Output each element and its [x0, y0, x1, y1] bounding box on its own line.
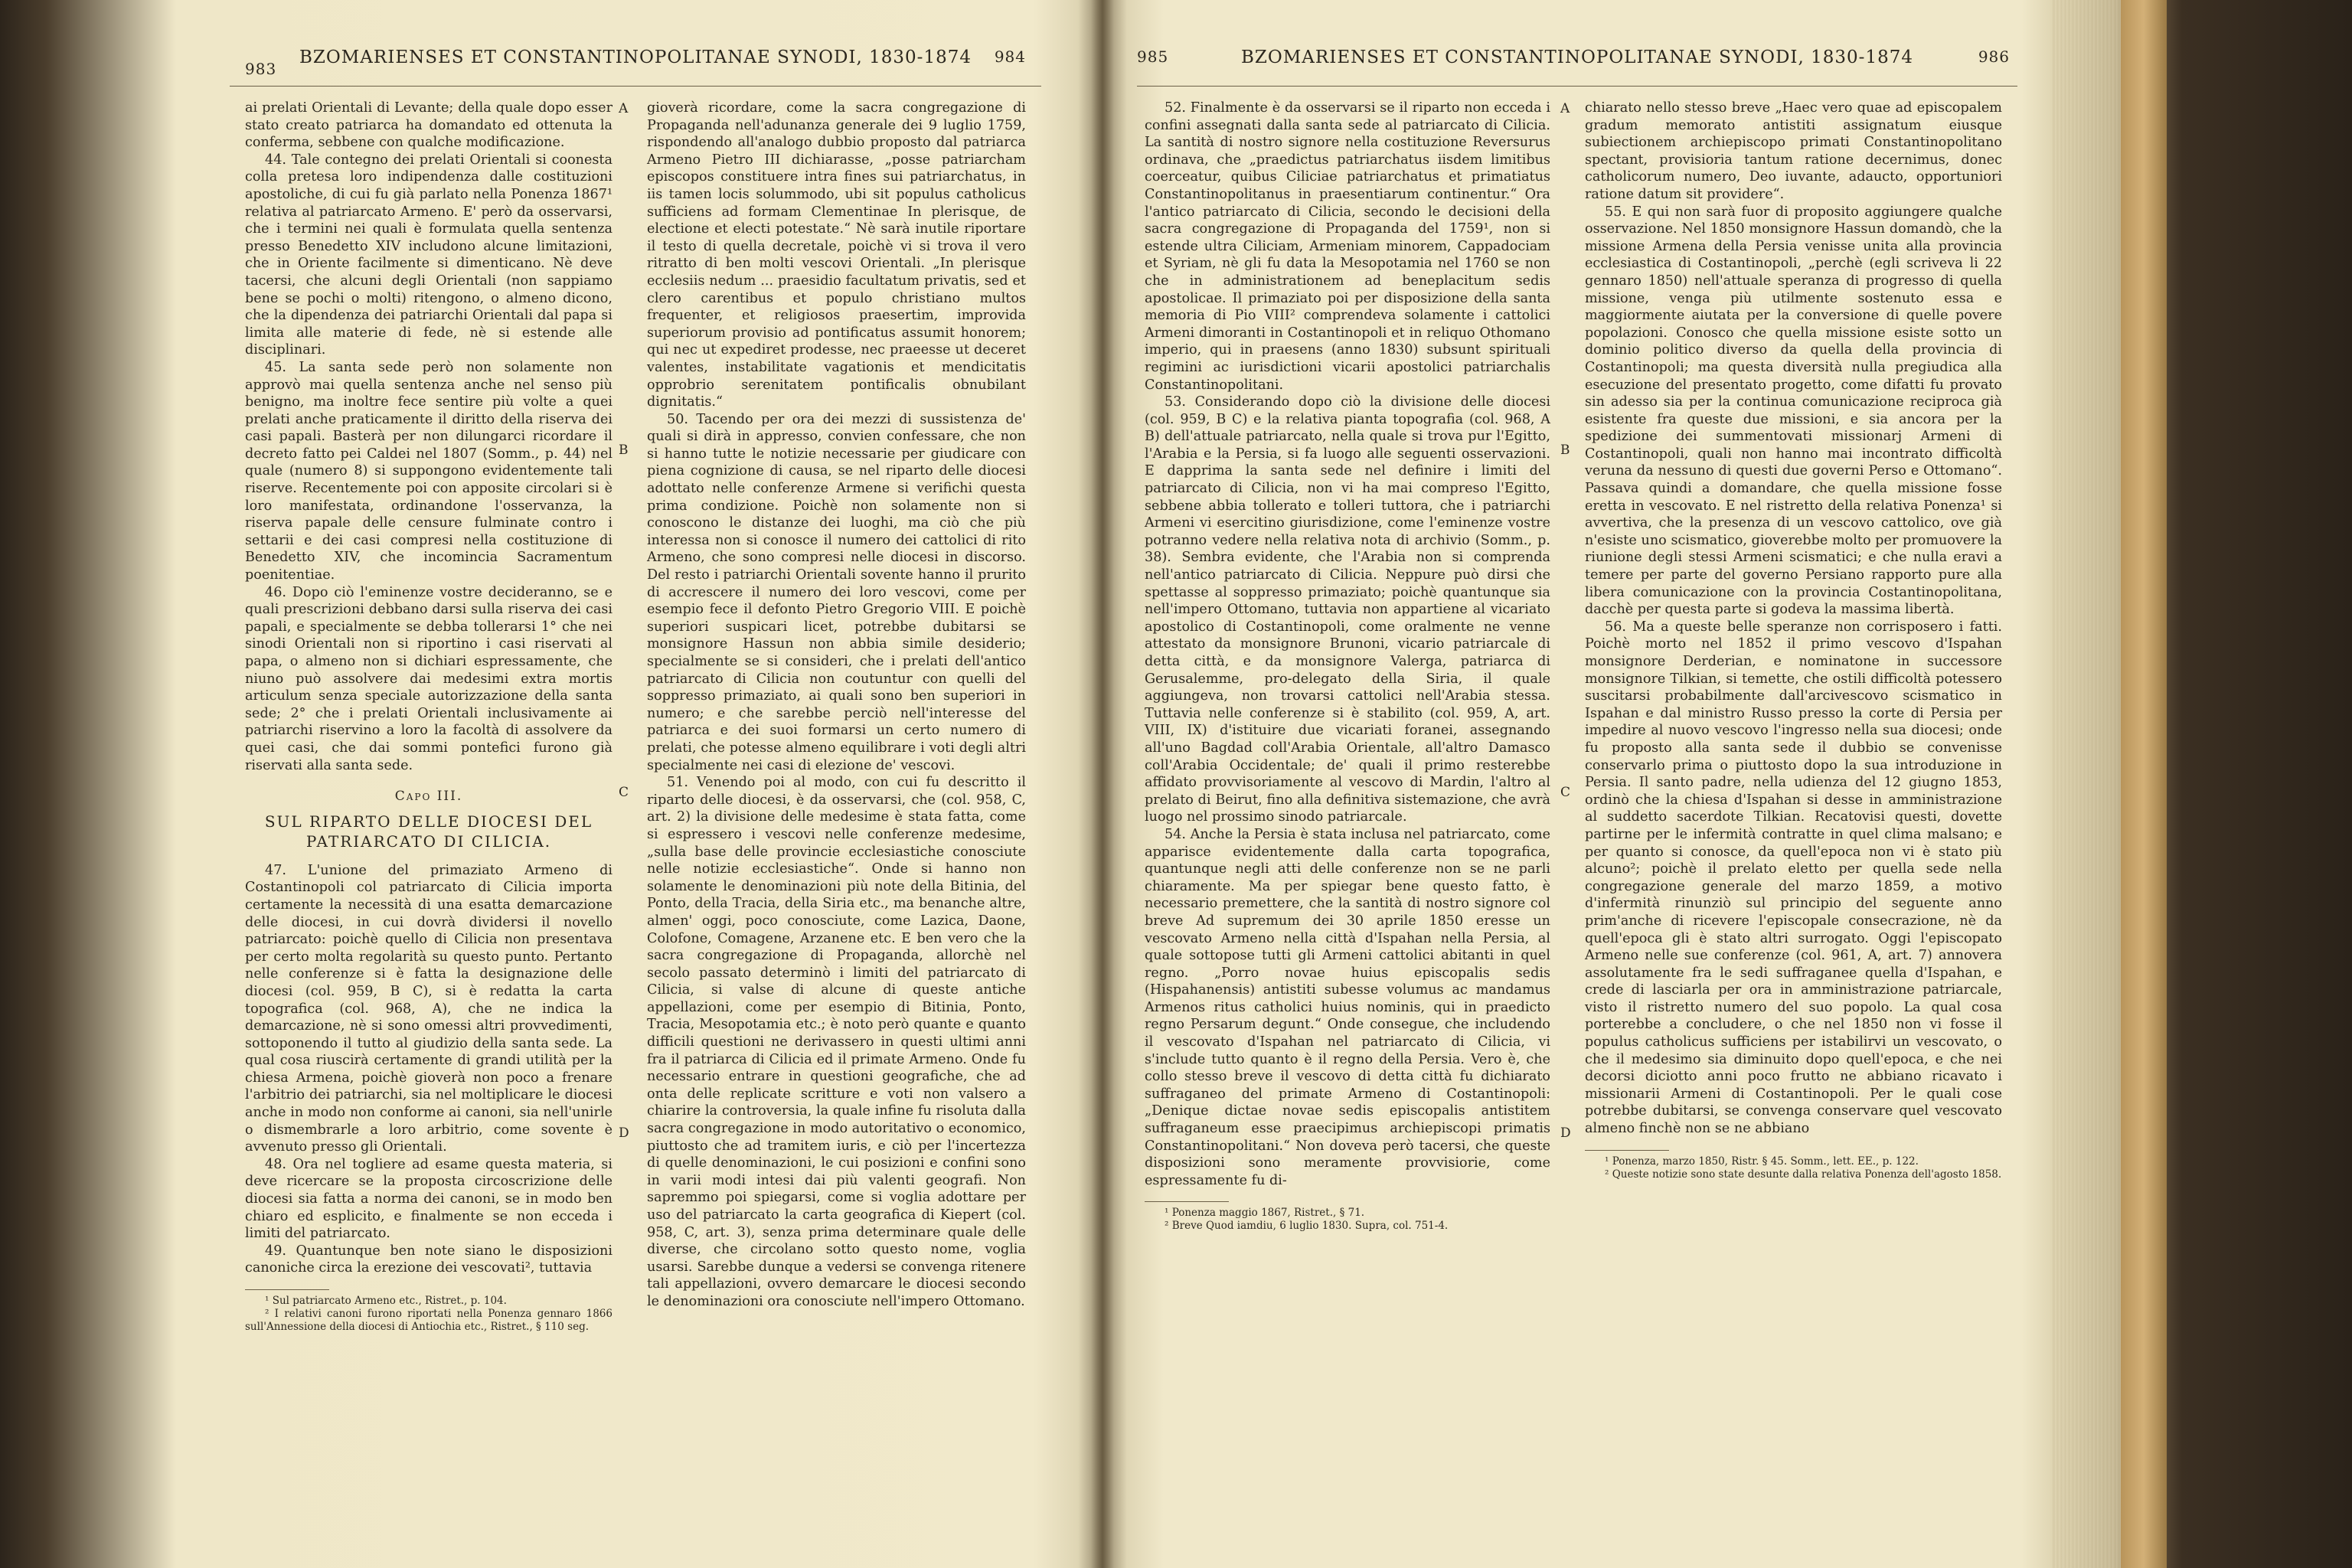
column-number-outer: 986 [1978, 47, 2010, 66]
book-cover-edge [2121, 0, 2167, 1568]
margin-marker-d: D [1560, 1125, 1571, 1141]
margin-marker-a: A [1560, 101, 1570, 116]
paragraph: 45. La santa sede però non solamente non approvò mai quella sentenza anche nel senso più benigno, ma inoltre fece sentire più volte a quei prelati anche praticamente il diritto della riserva dei casi papali. Basterà per non dilungarci ricordare il decreto fatto pei Caldei nel 1807 (Somm., p. 44) nel quale (numero 8) si suppongono evidentemente tali riserve. Recentemente poi con apposite circolari si è loro manifestata, ordinandone l'osservanza, la riserva papale delle censure fulminate contro i settarii e dei casi compresi nella costituzione di Benedetto XIV, che incomincia Sacramentum poenitentiae. [245, 359, 612, 583]
paragraph: gioverà ricordare, come la sacra congregazione di Propaganda nell'adunanza generale dei 9 luglio 1759, rispondendo all'analogo dubbio proposto dal patriarca Armeno Pietro III dichiarasse, „posse patriarcham episcopos constituere intra fines sui patriarchatus, in iis tamen locis solummodo, ubi sit populus catholicus sufficiens ad formam Clementinae In plerisque, de electione et electi potestate.“ Nè sarà inutile riportare il testo di quella decretale, poichè vi si trova il vero ritratto di ben molti vescovi Orientali. „In plerisque ecclesiis nedum ... praesidio facultatum privatis, sed et clero carentibus et populo christiano multos frequenter, et religiosos praesertim, improvida superiorum provisio ad pontificatus assumit honorem; qui nec ut expediret prodesse, nec praeesse ut deceret valentes, instabilitate vagationis et mendicitatis opprobrio serenitatem pontificalis obnubilant dignitatis.“ [647, 100, 1026, 410]
paragraph: 44. Tale contegno dei prelati Orientali si coonesta colla pretesa loro indipendenza dalle costituzioni apostoliche, di cui fu già parlato nella Ponenza 1867¹ relativa al patriarcato Armeno. E' però da osservarsi, che i termini nei quali è formulata quella sentenza presso Benedetto XIV includono alcune limitazioni, che in Oriente facilmente si dimenticano. Nè deve tacersi, che alcuni degli Orientali (non sappiamo bene se pochi o molti) ritengono, o almeno dicono, che la dipendenza dei patriarchi Orientali dal papa si limita alle materie di fede, nè si estende alle disciplinari. [245, 152, 612, 358]
left-page-header [230, 47, 1041, 86]
margin-marker-c: C [619, 785, 629, 800]
book-gutter [1078, 0, 1127, 1568]
paragraph: 49. Quantunque ben note siano le disposizioni canoniche circa la erezione dei vescovati², tuttavia [245, 1243, 612, 1276]
chapter-heading: Capo III. [394, 789, 463, 805]
margin-marker-b: B [1560, 443, 1570, 458]
paragraph: 53. Considerando dopo ciò la divisione delle diocesi (col. 959, B C) e la relativa pianta topografia (col. 968, A B) dell'attuale patriarcato, nella quale si trova pur l'Egitto, l'Arabia e la Persia, si fa luogo alle seguenti osservazioni. E dapprima la santa sede nel definire i limiti del patriarcato di Cilicia, non vi ha mai compreso l'Egitto, sebbene abbia tollerato e tolleri tuttora, che i patriarchi Armeni vi esercitino giurisdizione, come l'eminenze vostre potranno vedere nella relativa nota di archivio (Somm., p. 38). Sembra evidente, che l'Arabia non si comprenda nell'antico patriarcato di Cilicia. Neppure può dirsi che spettasse al soppresso primaziato; poichè quantunque sia nell'impero Ottomano, tuttavia non appartiene al vicariato apostolico di Costantinopoli, come oralmente ne venne attestato da monsignore Brunoni, vicario patriarcale di detta città, e da monsignore Valerga, patriarca di Gerusalemme, pro-delegato della Siria, il quale aggiungeva, non trovarsi cattolici nell'Arabia stessa. Tuttavia nelle conferenze si è stabilito (col. 959, A, art. VIII, IX) d'istituire due vicariati foranei, assegnando all'uno Bagdad coll'Arabia Orientale, all'altro Damasco coll'Arabia Occidentale; de' quali il primo resterebbe affidato provvisoriamente al vescovo di Mardin, l'altro al prelato di Beirut, fino alla definitiva sistemazione, che avrà luogo nel prossimo sinodo patriarcale. [1145, 394, 1550, 825]
footnote-rule [1585, 1150, 1669, 1151]
left-page-column-2 [647, 100, 1026, 1311]
header-rule [230, 86, 1041, 87]
footnote-rule [1145, 1201, 1229, 1202]
paragraph: 54. Anche la Persia è stata inclusa nel patriarcato, come apparisce evidentemente dalla carta topografica, quantunque negli atti delle conferenze non se ne parli chiaramente. Ma per spiegar bene questo fatto, è necessario premettere, che la santità di nostro signore col breve Ad supremum dei 30 aprile 1850 eresse un vescovato Armeno nella città d'Ispahan nella Persia, al quale sottopose tutti gli Armeni cattolici abitanti in quel regno. „Porro novae huius episcopalis sedis (Hispahanensis) antistiti subesse volumus ac mandamus Armenos ritus catholici huius nominis, qui in praedicto regno Persarum degunt.“ Onde consegue, che includendo il vescovato d'Ispahan nel patriarcato di Cilicia, vi s'include tutto quanto è il regno della Persia. Vero è, che collo stesso breve il vescovo di detta città fu dichiarato suffraganeo del primate Armeno di Costantinopoli: „Denique dictae novae sedis episcopalis antistitem suffraganeum esse praecipimus archiepiscopi primatis Constantinopolitani.“ Non doveva però tacersi, che queste disposizioni sono meramente provvisiorie, come espressamente fu di- [1145, 826, 1550, 1188]
left-page [230, 31, 1041, 1554]
paragraph: 48. Ora nel togliere ad esame questa materia, si deve ricercare se la proposta circoscrizione delle diocesi sia fatta a norma dei canoni, se in modo ben chiaro ed esplicito, e finalmente se non ecceda i limiti del patriarcato. [245, 1156, 612, 1242]
paragraph: chiarato nello stesso breve „Haec vero quae ad episcopalem gradum memorato antistiti assignatum eiusque subiectionem archiepiscopo primati Constantinopolitano spectant, provisioria tantum ratione decernimus, donec catholicorum numero, Deo iuvante, adaucto, opportuniori ratione datum sit providere“. [1585, 100, 2002, 202]
paragraph: 50. Tacendo per ora dei mezzi di sussistenza de' quali si dirà in appresso, convien confessare, che non si hanno tutte le notizie necessarie per giudicare con piena cognizione di causa, se nel riparto delle diocesi adottato nelle conferenze Armene si verifichi questa prima condizione. Poichè non solamente non si conoscono le distanze dei luoghi, ma ciò che più interessa non si conosce il numero dei cattolici di rito Armeno, che sono compresi nelle diocesi in discorso. Del resto i patriarchi Orientali sovente hanno il prurito di accrescere il numero dei loro vescovi, come per esempio fece il defonto Pietro Gregorio VIII. E poichè superiori suspicari licet, potrebbe dubitarsi se monsignore Hassun non abbia simile desiderio; specialmente se si consideri, che i prelati dell'antico patriarcato di Cilicia non coutuntur con quelli del soppresso primaziato, ai quali sono ben superiori in numero; e che sarebbe perciò nell'interesse del patriarca e dei suoi formarsi un certo numero di prelati, che potesse almeno equilibrare i voti degli altri specialmente nei casi di elezione de' vescovi. [647, 411, 1026, 773]
margin-marker-b: B [619, 443, 629, 458]
footnote: ² I relativi canoni furono riportati nella Ponenza gennaro 1866 sull'Annessione della diocesi di Antiochia etc., Ristret., § 110 seg. [245, 1308, 612, 1333]
paragraph: 52. Finalmente è da osservarsi se il riparto non ecceda i confini assegnati dalla santa sede al patriarcato di Cilicia. La santità di nostro signore nella costituzione Reversurus ordinava, che „praedictus patriarchatus iisdem limitibus coerceatur, quibus Ciliciae patriarchatus et primatiatus Constantinopolitanus in praesentiarum continentur.“ Ora l'antico patriarcato di Cilicia, secondo le decisioni della sacra congregazione di Propaganda del 1759¹, non si estende ultra Ciliciam, Armeniam minorem, Cappadociam et Syriam, nè gli fu data la Mesopotamia nel 1760 se non che in administrationem ad beneplacitum sedis apostolicae. Il primaziato poi per disposizione della santa memoria di Pio VIII² comprendeva solamente i cattolici Armeni dimoranti in Costantinopoli et in reliquo Othomano imperio, qui in praesens (anno 1830) subsunt spirituali regimini ac iurisdictioni vicarii apostolici patriarchalis Constantinopolitani. [1145, 100, 1550, 393]
footnote: ² Queste notizie sono state desunte dalla relativa Ponenza dell'agosto 1858. [1605, 1168, 2002, 1181]
running-head: BZOMARIENSES ET CONSTANTINOPOLITANAE SYNODI, 1830-1874 [299, 47, 972, 67]
paragraph: 46. Dopo ciò l'eminenze vostre decideranno, se e quali prescrizioni debbano darsi sulla riserva dei casi papali, e specialmente se debba tollerarsi 1° che nei sinodi Orientali non si riportino i casi riservati al papa, o almeno non si dichiari espressamente, che niuno può assolvere dai medesimi extra mortis articulum senza speciale autorizzazione della santa sede; 2° che i prelati Orientali inclusivamente ai patriarchi riservino a loro la facoltà di assolvere da quei casi, che dai sommi pontefici furono già riservati alla santa sede. [245, 584, 612, 773]
column-number-inner: 984 [994, 47, 1026, 66]
margin-marker-a: A [619, 101, 629, 116]
footnote-rule [245, 1289, 329, 1290]
right-page-header [1137, 47, 2017, 86]
right-page [1137, 31, 2017, 1554]
footnote: ² Breve Quod iamdiu, 6 luglio 1830. Supra, col. 751-4. [1165, 1220, 1449, 1233]
left-page-column-1 [245, 100, 612, 1334]
paragraph: 51. Venendo poi al modo, con cui fu descritto il riparto delle diocesi, è da osservarsi, che (col. 958, C, art. 2) la divisione delle medesime è stata fatta, come si espressero i vescovi nelle conferenze medesime, „sulla base delle provincie ecclesiastiche conosciute nelle notizie ecclesiastiche“. Onde si hanno non solamente le denominazioni più note della Bitinia, del Ponto, della Tracia, della Siria etc., ma benanche altre, almen' oggi, poco conosciute, come Lazica, Daone, Colofone, Comagene, Arzanene etc. E ben vero che la sacra congregazione di Propaganda, allorchè nel secolo passato determinò i limiti del patriarcato di Cilicia, si valse di alcune di queste antiche appellazioni, come per esempio di Bitinia, Ponto, Tracia, Mesopotamia etc.; è noto però quante e quanto difficili questioni ne derivassero in questi ultimi anni fra il patriarca di Cilicia ed il primate Armeno. Onde fu necessario entrare in questioni geografiche, che ad onta delle replicate scritture e voti non valsero a chiarire la controversia, la quale infine fu risoluta dalla sacra congregazione in modo autoritativo o economico, piuttosto che ad tramitem iuris, e ciò per l'incertezza di quelle denominazioni, le cui posizioni e confini sono in varii modi intesi dai più valenti geografi. Non sapremmo poi spiegarsi, come si voglia adottare per uso del patriarcato la carta geografica di Kiepert (col. 958, C, art. 3), senza prima determinare quale delle diverse, che circolano sotto questo nome, voglia usarsi. Sarebbe dunque a vedersi se convenga ritenere tali appellazioni, ovvero demarcare le diocesi secondo le denominazioni ora conosciute nell'impero Ottomano. [647, 775, 1026, 1309]
footnote: ¹ Ponenza maggio 1867, Ristret., § 71. [1165, 1207, 1365, 1220]
margin-marker-c: C [1560, 785, 1571, 800]
margin-marker-d: D [619, 1125, 629, 1141]
paragraph: 47. L'unione del primaziato Armeno di Costantinopoli col patriarcato di Cilicia importa certamente la necessità di una esatta demarcazione delle diocesi, in cui dovrà dividersi il novello patriarcato: poichè quello di Cilicia non presentava per certo molta regolarità su questo punto. Pertanto nelle conferenze si è fatta la designazione delle diocesi (col. 959, B C), si è redatta la carta topografica (col. 968, A), che ne indica la demarcazione, nè si sono omessi altri provvedimenti, sottoponendo il tutto al giudizio della santa sede. La qual cosa riuscirà certamente di grandi utilità per la chiesa Armena, poichè gioverà non poco a frenare l'arbitrio dei patriarchi, sia nel moltiplicare le diocesi anche in modo non conforme ai canoni, sia nell'unirle o dismembrarle a loro arbitrio, come sovente è avvenuto presso gli Orientali. [245, 862, 612, 1155]
footnote: ¹ Sul patriarcato Armeno etc., Ristret., p. 104. [265, 1295, 507, 1307]
header-rule [1137, 86, 2017, 87]
right-page-column-2 [1585, 100, 2002, 1181]
right-page-column-1 [1145, 100, 1550, 1233]
footnote: ¹ Ponenza, marzo 1850, Ristr. § 45. Somm., lett. EE., p. 122. [1605, 1155, 1919, 1168]
paragraph: 55. E qui non sarà fuor di proposito aggiungere qualche osservazione. Nel 1850 monsignore Hassun domandò, che la missione Armena della Persia venisse unita alla provincia ecclesiastica di Costantinopoli, „perchè (egli scriveva li 22 gennaro 1850) nell'attuale speranza di progresso di quella missione, venga più utilmente sostenuto essa e maggiormente aiutata per la conversione di quelle povere popolazioni. Conosco che quella missione esiste sotto un dominio politico diverso da quella della provincia di Costantinopoli; ma questa diversità nulla pregiudica alla esecuzione del presentato progetto, come difatti fu provato sin adesso sia per la continua comunicazione reciproca già esistente fra queste due missioni, e sia ancora per la spedizione dei summentovati missionarj Armeni di Costantinopoli, quali non hanno mai incontrato difficoltà veruna da nessuno di questi due governi Perso e Ottomano“. Passava quindi a domandare, che quella missione fosse eretta in vescovato. E nel ristretto della relativa Ponenza¹ si avvertiva, che la presenza di un vescovo cattolico, ove già n'esiste uno scismatico, gioverebbe molto per promuovere la riunione degli stessi Armeni scismatici; e che nulla eravi a temere per parte del governo Persiano rapporto pure alla libera comunicazione con la provincia Costantinopolitana, dacchè per questa parte si godeva la massima libertà. [1585, 204, 2002, 618]
paragraph: ai prelati Orientali di Levante; della quale dopo esser stato creato patriarca ha domandato ed ottenuta la conferma, sebbene con qualche modificazione. [245, 100, 612, 151]
column-number-inner: 985 [1137, 47, 1169, 66]
column-number-outer: 983 [245, 60, 277, 78]
section-title: SUL RIPARTO DELLE DIOCESI DEL PATRIARCATO DI CILICIA. [264, 812, 593, 851]
paragraph: 56. Ma a queste belle speranze non corrisposero i fatti. Poichè morto nel 1852 il primo vescovo d'Ispahan monsignore Derderian, e nominatone in successore monsignore Tilkian, si temette, che ostili difficoltà potessero suscitarsi probabilmente dall'arcivescovo scismatico in Ispahan e dal ministro Russo presso la corte di Persia per impedire al nuovo vescovo l'ingresso nella sua diocesi; onde fu proposto alla santa sede il dubbio se convenisse conservarlo prima o piuttosto dopo la sua introduzione in Persia. Il santo padre, nella udienza del 12 giugno 1853, ordinò che la chiesa d'Ispahan si desse in amministrazione al suddetto sacerdote Tilkian. Recatovisi questi, dovette partirne per le infermità contratte in quel clima malsano; e per quanto si conosce, da quell'epoca non vi è stato più alcuno²; poichè il prelato eletto per quella sede nella congregazione generale del marzo 1859, a motivo d'infermità rinunziò sul principio del seguente anno prim'anche di ricevere l'episcopale consecrazione, nè da quell'epoca gli è stato altri surrogato. Oggi l'episcopato Armeno nelle sue conferenze (col. 961, A, art. 7) annovera assolutamente fra le sedi suffraganee quella d'Ispahan, e crede di lasciarla per ora in amministrazione patriarcale, visto il ristretto numero del suo popolo. La qual cosa porterebbe a concludere, o che nel 1850 non vi fosse il populus catholicus sufficiens per istabilirvi un vescovato, o che il medesimo sia diminuito dopo quell'epoca, e che nei decorsi diciotto anni poco frutto ne abbiano ricavato i missionarii Armeni di Costantinopoli. Per le quali cose potrebbe dubitarsi, se convenga conservare quel vescovato almeno finchè non se ne abbiano [1585, 619, 2002, 1137]
running-head: BZOMARIENSES ET CONSTANTINOPOLITANAE SYNODI, 1830-1874 [1241, 47, 1913, 67]
